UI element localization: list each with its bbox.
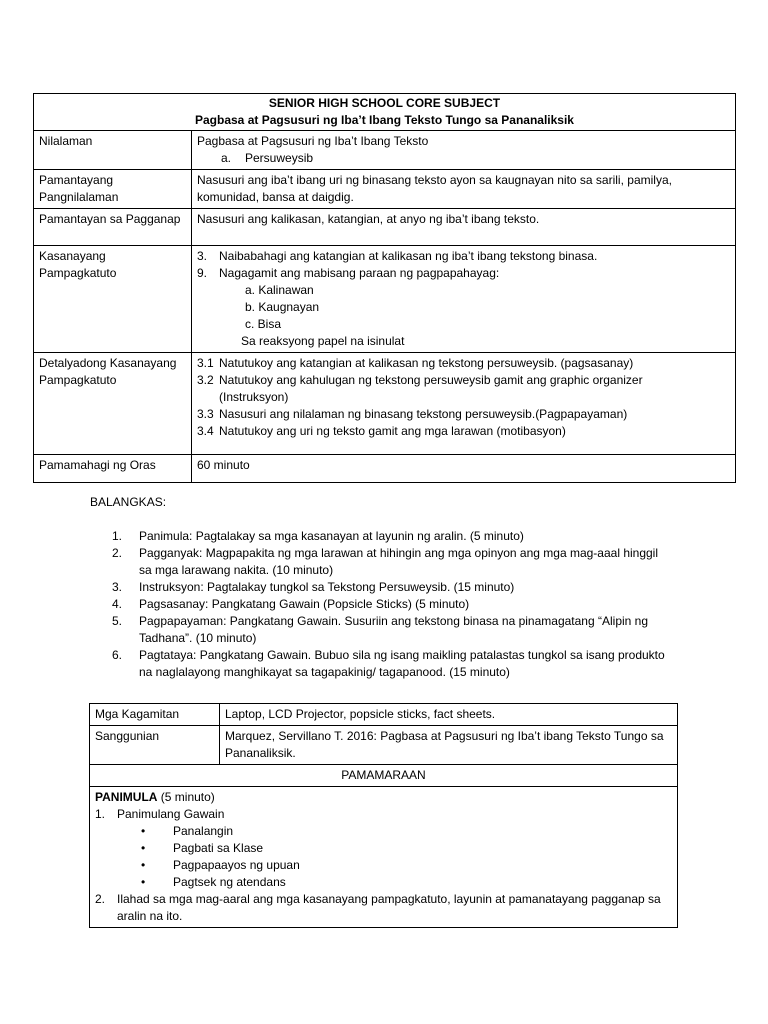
list-item: 3.1 Natutukoy ang katangian at kalikasan ng tekstong persuweysib. (pagsasanay) bbox=[197, 356, 634, 370]
row-label: Pamantayan sa Pagganap bbox=[34, 209, 192, 246]
bullet-icon: • bbox=[141, 824, 146, 838]
row-value: Laptop, LCD Projector, popsicle sticks, fact sheets. bbox=[220, 704, 678, 726]
row-panimula bbox=[90, 787, 678, 928]
row-label: Detalyadong Kasanayang Pampagkatuto bbox=[34, 353, 192, 455]
row-value: Nasusuri ang kalikasan, katangian, at anyo ng iba’t ibang teksto. bbox=[192, 209, 736, 246]
sub-label: a. bbox=[221, 151, 232, 165]
panimula-bold: PANIMULA bbox=[95, 790, 158, 804]
balangkas-list bbox=[112, 528, 672, 681]
list-item-cont: (Instruksyon) bbox=[219, 390, 289, 404]
bullet-icon: • bbox=[141, 858, 146, 872]
list-item: 1. Panimulang Gawain bbox=[95, 807, 225, 821]
list-item: 2. Ilahad sa mga mag-aaral ang mga kasanayang pampagkatuto, layunin at pamanatayang pagganap sa aralin na ito. bbox=[95, 892, 661, 923]
list-item: 3. Instruksyon: Pagtalakay tungkol sa Tekstong Persuweysib. (15 minuto) bbox=[112, 580, 515, 594]
balangkas-title: BALANGKAS: bbox=[90, 495, 167, 509]
row-value bbox=[192, 246, 736, 353]
row-value bbox=[192, 131, 736, 170]
table-header bbox=[34, 94, 736, 131]
row-value: Nasusuri ang iba’t ibang uri ng binasang teksto ayon sa kaugnayan nito sa sarili, pamilya, komunidad, bansa at daigdig. bbox=[192, 170, 736, 209]
lesson-header-table bbox=[33, 93, 736, 483]
list-subitem: b. Kaugnayan bbox=[245, 300, 320, 314]
row-label: Nilalaman bbox=[34, 131, 192, 170]
list-item: 9. Nagagamit ang mabisang paraan ng pagpapahayag: bbox=[197, 266, 500, 280]
row-pamantayang bbox=[34, 170, 736, 209]
nilalaman-sub bbox=[197, 150, 730, 167]
bullet-icon: • bbox=[141, 841, 146, 855]
list-item: 3.2 Natutukoy ang kahulugan ng tekstong persuweysib gamit ang graphic organizer bbox=[197, 373, 643, 387]
row-nilalaman bbox=[34, 131, 736, 170]
list-item: 3.4 Natutukoy ang uri ng teksto gamit ang mga larawan (motibasyon) bbox=[197, 424, 566, 438]
list-item: 3. Naibabahagi ang katangian at kalikasan ng iba’t ibang tekstong binasa. bbox=[197, 249, 598, 263]
section-heading: PAMAMARAAN bbox=[90, 765, 678, 787]
list-item: 3.3 Nasusuri ang nilalaman ng binasang tekstong persuweysib.(Pagpapayaman) bbox=[197, 407, 628, 421]
bullet-item: • Pagbati sa Klase bbox=[141, 841, 264, 855]
panimula-heading bbox=[95, 789, 672, 806]
bullet-item: • Pagtsek ng atendans bbox=[141, 875, 286, 889]
row-pagganap bbox=[34, 209, 736, 246]
row-sanggunian bbox=[90, 726, 678, 765]
procedure-table bbox=[89, 703, 678, 928]
list-item: 5. Pagpapayaman: Pangkatang Gawain. Susuriin ang tekstong binasa na pinamagatang “Alipin ng Tadhana”. (10 minuto) bbox=[112, 614, 649, 645]
row-value bbox=[192, 353, 736, 455]
row-kasanayan bbox=[34, 246, 736, 353]
list-item: 1. Panimula: Pagtalakay sa mga kasanayan at layunin ng aralin. (5 minuto) bbox=[112, 529, 524, 543]
subject-title: SENIOR HIGH SCHOOL CORE SUBJECT bbox=[268, 96, 501, 110]
row-pamamaraan bbox=[90, 765, 678, 787]
list-subitem: c. Bisa bbox=[245, 317, 282, 331]
row-label: Kasanayang Pampagkatuto bbox=[34, 246, 192, 353]
row-label: Pamamahagi ng Oras bbox=[34, 455, 192, 483]
row-label: Mga Kagamitan bbox=[90, 704, 220, 726]
panimula-cell bbox=[90, 787, 678, 928]
row-label: Pamantayang Pangnilalaman bbox=[34, 170, 192, 209]
subject-subtitle: Pagbasa at Pagsusuri ng Iba’t Ibang Teksto Tungo sa Pananaliksik bbox=[195, 113, 574, 127]
panimula-rest: (5 minuto) bbox=[157, 790, 215, 804]
list-closing: Sa reaksyong papel na isinulat bbox=[241, 334, 405, 348]
bullet-item: • Pagpapaayos ng upuan bbox=[141, 858, 300, 872]
nilalaman-text: Pagbasa at Pagsusuri ng Iba’t Ibang Teksto bbox=[197, 134, 429, 148]
row-value: Marquez, Servillano T. 2016: Pagbasa at Pagsusuri ng Iba’t ibang Teksto Tungo sa Pananaliksik. bbox=[220, 726, 678, 765]
bullet-icon: • bbox=[141, 875, 146, 889]
row-kagamitan bbox=[90, 704, 678, 726]
sub-value: Persuweysib bbox=[245, 151, 314, 165]
list-item: 2. Pagganyak: Magpapakita ng mga larawan at hihingin ang mga opinyon ang mga mag-aaal hinggil sa mga larawang nakita. (10 minuto) bbox=[112, 546, 659, 577]
bullet-item: • Panalangin bbox=[141, 824, 234, 838]
list-item: 6. Pagtataya: Pangkatang Gawain. Bubuo sila ng isang maikling patalastas tungkol sa isang produkto na naglalayong manghikayat sa tagapakinig/ tagapanood. (15 minuto) bbox=[112, 648, 665, 679]
row-label: Sanggunian bbox=[90, 726, 220, 765]
list-item: 4. Pagsasanay: Pangkatang Gawain (Popsicle Sticks) (5 minuto) bbox=[112, 597, 470, 611]
row-value: 60 minuto bbox=[192, 455, 736, 483]
row-detalyado bbox=[34, 353, 736, 455]
row-oras bbox=[34, 455, 736, 483]
list-subitem: a. Kalinawan bbox=[245, 283, 314, 297]
